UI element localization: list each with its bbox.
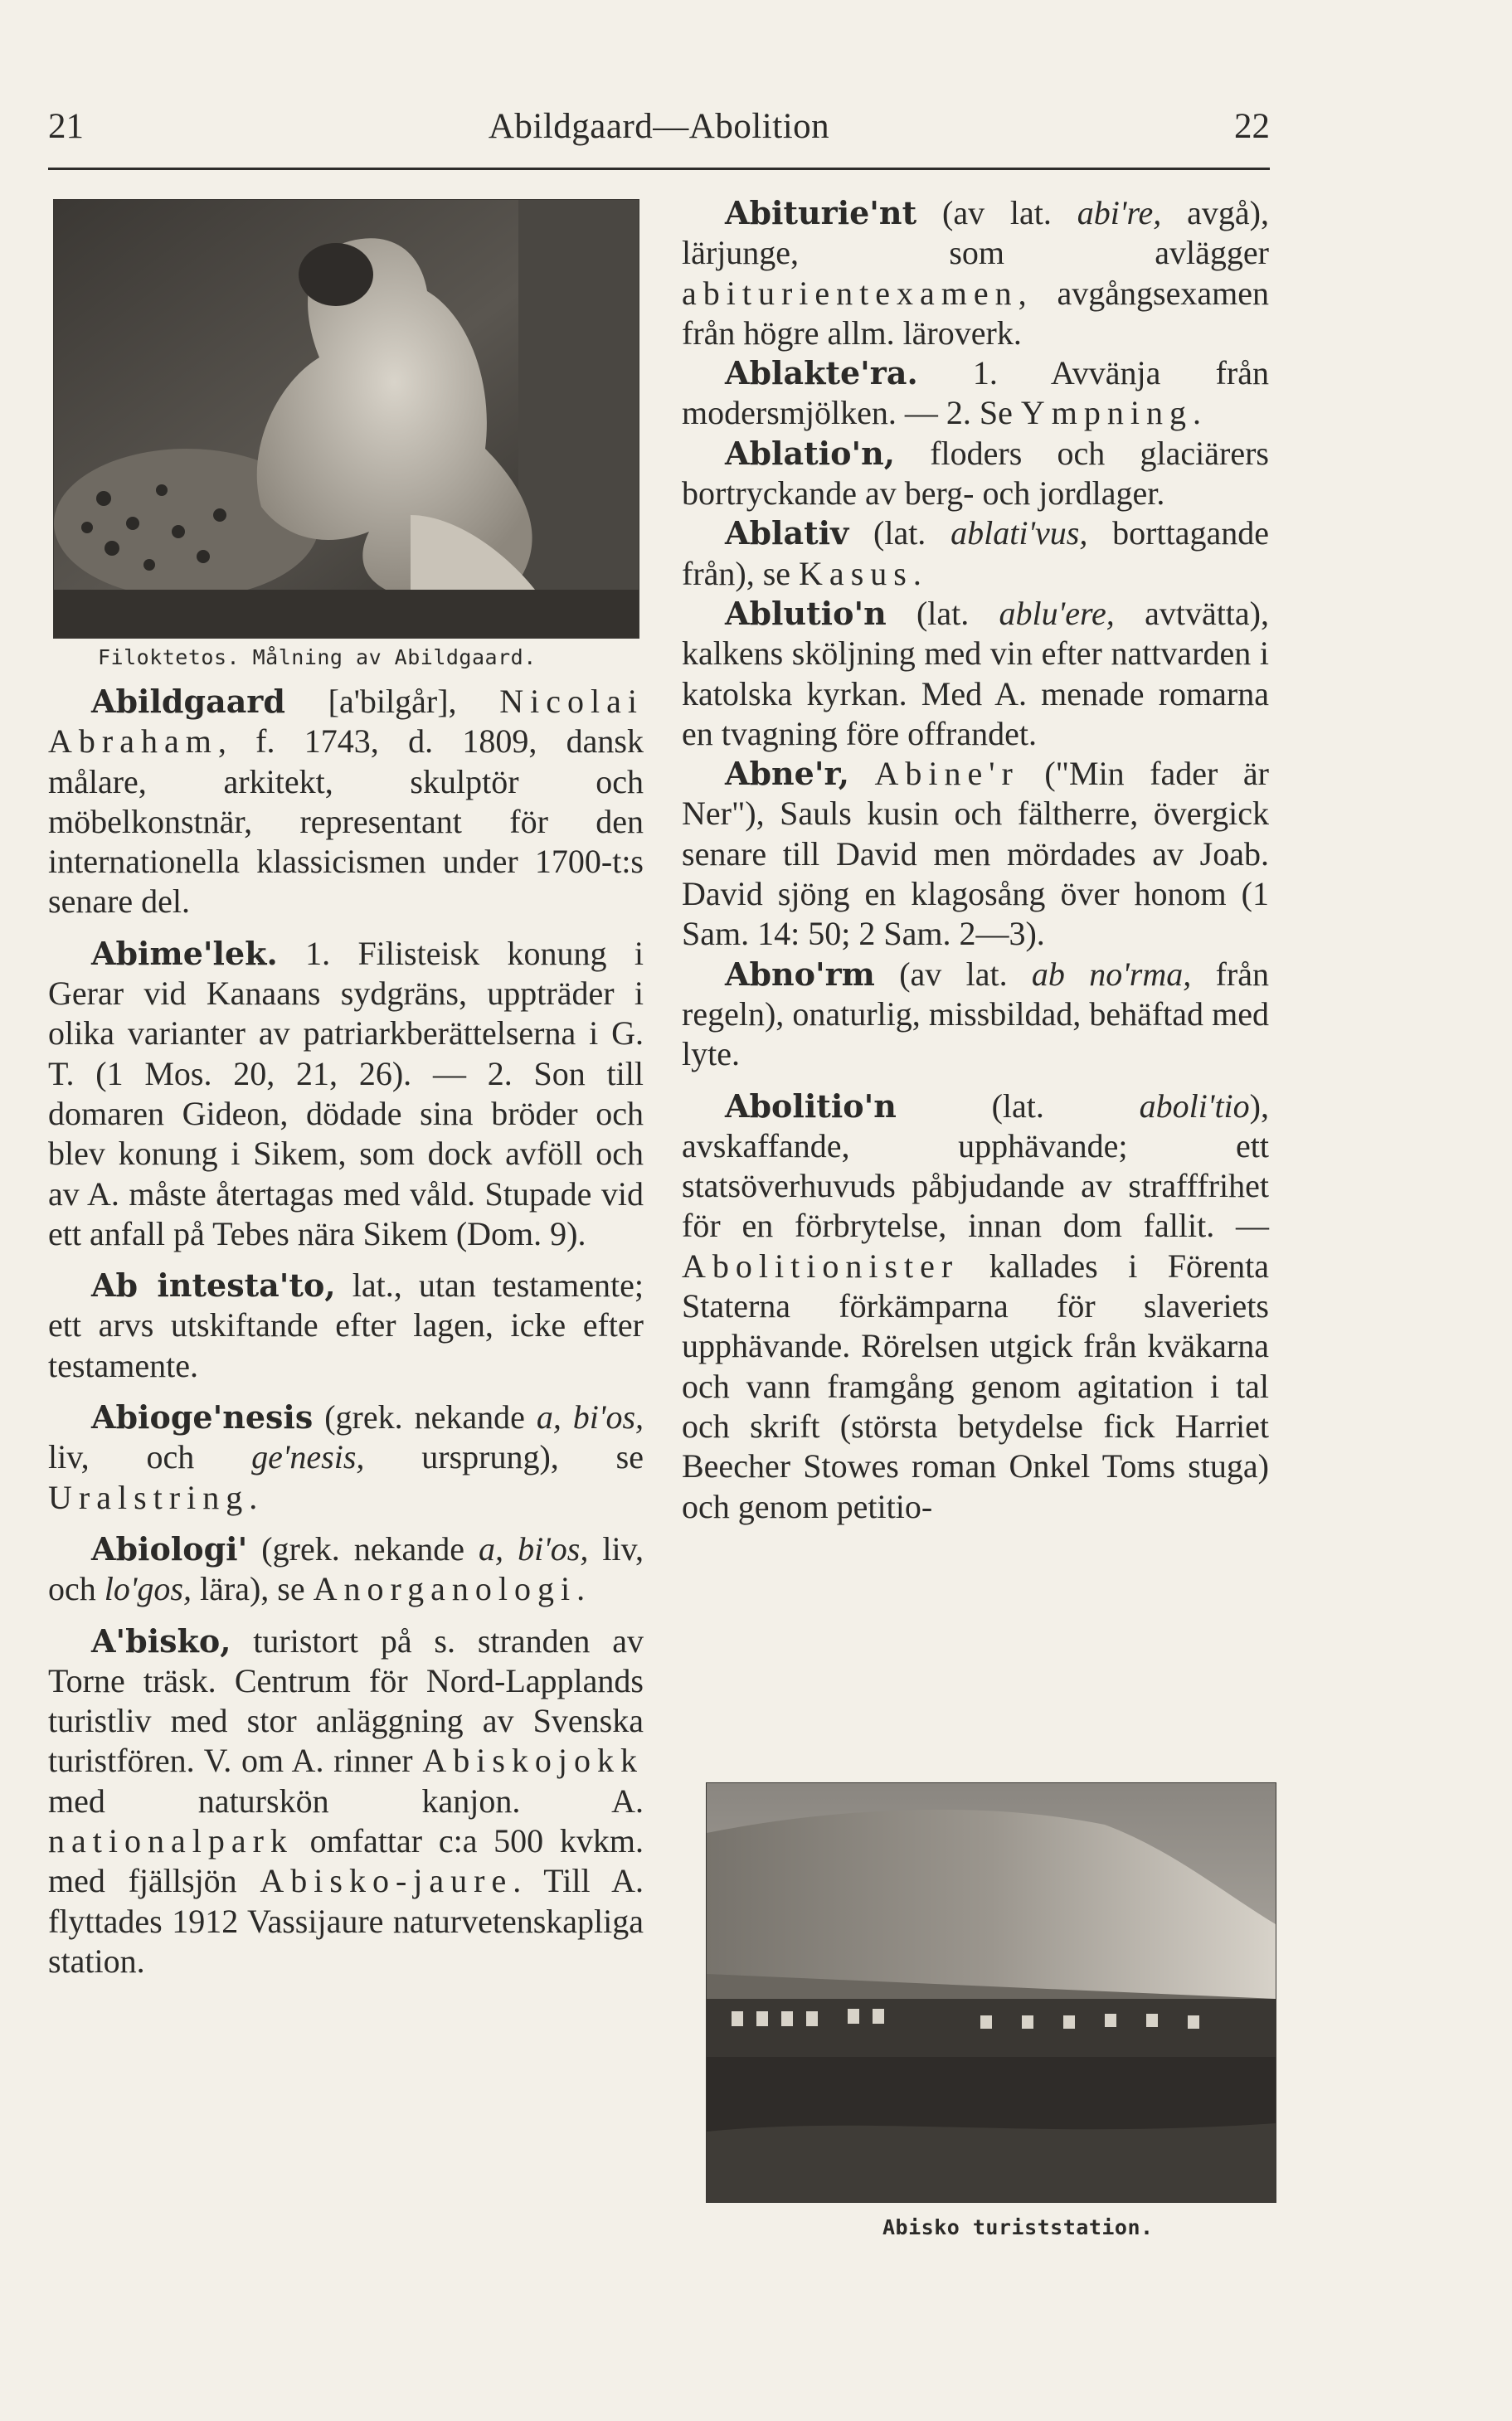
spaced-term: Abisko-jaure [260,1862,513,1900]
headword: Ablakte'ra. [725,354,918,392]
header-rule [48,168,1270,170]
entry-abiogenesis: Abioge'nesis (grek. nekande a, bi'os, liv, och ge'nesis, ursprung), se Uralstring. [48,1398,644,1516]
figure-caption-abisko: Abisko turiststation. [882,2215,1154,2239]
headword: Abolitio'n [725,1087,897,1125]
headword: Abioge'nesis [91,1398,314,1437]
painting-illustration [54,200,639,638]
headword: Ablatio'n, [725,434,895,472]
headword: Ab intesta'to, [91,1266,336,1305]
page-header [48,106,1270,153]
entry-ablution: Ablutio'n (lat. ablu'ere, avtvätta), kalkens sköljning med vin efter nattvarden i katolska kyrkan. Med A. menade romarna en tvagning före offrandet. [682,594,1269,752]
right-column [682,193,1269,1527]
abisko-photo [706,1782,1276,2203]
left-column [48,682,644,1981]
headword: Abiologi' [91,1529,248,1568]
headword: A'bisko, [91,1621,231,1660]
cross-reference: Ympning [1020,394,1193,432]
cross-reference: Uralstring [48,1478,250,1516]
entry-ablation: Ablatio'n, floders och glaciärers bortryckande av berg- och jordlager. [682,434,1269,513]
figure-caption-filoktetos: Filoktetos. Målning av Abildgaard. [98,645,537,669]
entry-abiturient: Abiturie'nt (av lat. abi're, avgå), lärjunge, som avlägger abiturientexamen, avgångsexamen från högre allm. läroverk. [682,194,1269,352]
filoktetos-painting [53,199,639,639]
entry-ab-intestato: Ab intesta'to, lat., utan testamente; ett arvs utskiftande efter lagen, icke efter testamente. [48,1266,644,1384]
spaced-name: Abine'r [874,755,1019,793]
headword: Ablutio'n [725,594,887,632]
spaced-term: abiturientexamen [682,274,1019,312]
entry-abimelek: Abime'lek. 1. Filisteisk konung i Gerar vid Kanaans sydgräns, uppträder i olika varianter av patriarkberättelserna i G. T. (1 Mos. 20, 21, 26). — 2. Son till domaren Gideon, dödade sina bröder och blev konung i Sikem, som dock avföll och av A. måste återtagas med våld. Stupade vid ett anfall på Tebes nära Sikem (Dom. 9). [48,934,644,1252]
headword: Abildgaard [91,683,285,720]
headword: Abne'r, [725,755,849,793]
entry-abiologi: Abiologi' (grek. nekande a, bi'os, liv, och lo'gos, lära), se Anorganologi. [48,1529,644,1608]
spaced-name: Nicolai Abraham [48,683,644,761]
headword: Abime'lek. [91,934,278,972]
page-number-right: 22 [1234,107,1270,146]
spaced-term: nationalpark [48,1822,294,1860]
cross-reference: Kasus [799,554,913,592]
entry-abolition: Abolitio'n (lat. aboli'tio), avskaffande, upphävande; ett statsöverhuvuds påbjudande av strafffrihet för en förbrytelse, innan dom fallit. — Abolitionister kallades i Förenta Staterna förkämparna för slaveriets upphävande. Rörelsen utgick från kväkarna och vann framgång genom agitation i tal och skrift (största betydelse fick Harriet Beecher Stowes roman Onkel Toms stuga) och genom petitio- [682,1087,1269,1525]
entry-abisko: A'bisko, turistort på s. stranden av Torne träsk. Centrum för Nord-Lapplands turistliv med stor anläggning av Svenska turistfören. V. om A. rinner Abiskojokk med naturskön kanjon. A. nationalpark omfattar c:a 500 kvkm. med fjällsjön Abisko-jaure. Till A. flyttades 1912 Vassijaure naturvetenskapliga station. [48,1621,644,1980]
headword: Abno'rm [725,955,875,993]
spaced-term: Abolitionister [682,1247,960,1285]
running-title: Abildgaard—Abolition [488,107,830,146]
cross-reference: Anorganologi [313,1570,577,1608]
entry-abildgaard: Abildgaard [a'bilgår], Nicolai Abraham, f. 1743, d. 1809, dansk målare, arkitekt, skulptör och möbelkonstnär, representant för den internationella klassicismen under 1700-t:s senare del. [48,683,644,921]
spaced-term: Abiskojokk [422,1742,644,1780]
photo-illustration [707,1783,1276,2202]
headword: Ablativ [725,514,849,552]
entry-ablativ: Ablativ (lat. ablati'vus, borttagande från), se Kasus. [682,514,1269,592]
entry-abner: Abne'r, Abine'r ("Min fader är Ner"), Sauls kusin och fältherre, övergick senare till David men mördades av Joab. David sjöng en klagosång över honom (1 Sam. 14: 50; 2 Sam. 2—3). [682,755,1269,953]
headword: Abiturie'nt [725,194,917,231]
page-number-left: 21 [48,107,84,146]
entry-ablaktera: Ablakte'ra. 1. Avvänja från modersmjölken. — 2. Se Ympning. [682,354,1269,432]
entry-abnorm: Abno'rm (av lat. ab no'rma, från regeln), onaturlig, missbildad, behäftad med lyte. [682,955,1269,1073]
